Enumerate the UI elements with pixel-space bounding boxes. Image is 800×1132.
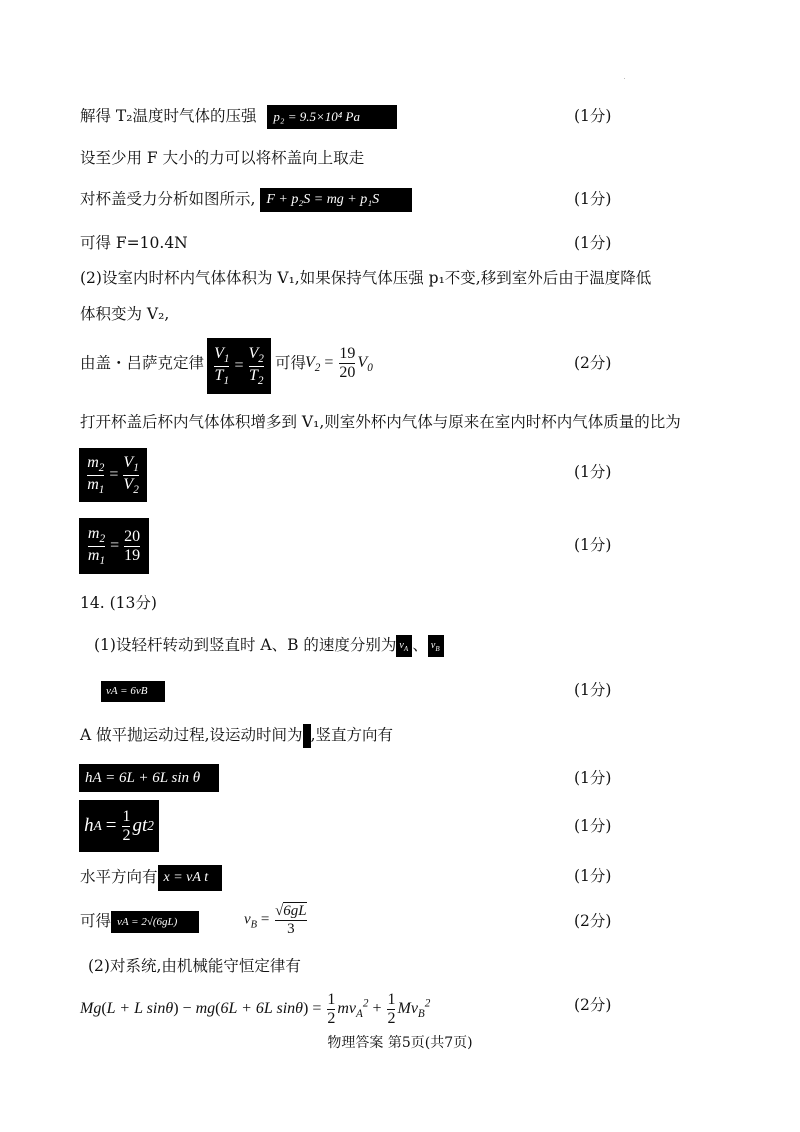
line-projectile-intro	[80, 724, 393, 748]
line-velocity-result	[80, 910, 199, 933]
equation-mass-ratio-value: $\frac{m_2}{m_1}$ = $\frac{20}{19}$	[79, 518, 149, 574]
equation-vA-value: vA = 2√(6gL)	[111, 911, 199, 933]
line-force-setup: 设至少用 F 大小的力可以将杯盖向上取走	[80, 149, 365, 167]
equation-v2: $V_2$ = $\frac{19}{20}$ $V_0$	[305, 345, 373, 381]
score: (1分)	[574, 769, 612, 787]
score: (1分)	[574, 681, 612, 699]
equation-hA: hA = 6L + 6L sin θ	[79, 764, 219, 792]
equation-force-balance: F + p₂S = mg + p₁S	[260, 188, 412, 212]
line-mass-ratio-intro: 打开杯盖后杯内气体体积增多到 V₁,则室外杯内气体与原来在室内时杯内气体质量的比为	[80, 413, 681, 431]
text: 可得	[80, 912, 112, 930]
equation-vB-value: $v_B$ = $\frac{√6gL}{3}$	[244, 903, 307, 937]
text: 由盖・吕萨克定律	[80, 354, 205, 372]
text: 对杯盖受力分析如图所示,	[80, 190, 256, 208]
text: (1)设轻杆转动到竖直时 A、B 的速度分别为	[94, 636, 397, 654]
equation-hA-gt2: h A = $\frac{1}{2}$ gt 2	[79, 800, 159, 852]
equation-x: x = vA t	[158, 865, 222, 891]
score: (1分)	[574, 190, 612, 208]
page-footer: 物理答案 第5页(共7页)	[327, 1035, 473, 1051]
equation-gay-lussac: $\frac{V_1}{T_1}$ = $\frac{V_2}{T_2}$	[207, 338, 271, 394]
score: (1分)	[574, 463, 612, 481]
score: (2分)	[574, 912, 612, 930]
text: 水平方向有	[80, 868, 158, 886]
score: (1分)	[574, 536, 612, 554]
line-force-analysis	[80, 188, 412, 212]
text-result: 可得	[275, 354, 307, 372]
equation-vA-6vB: vA = 6vB	[101, 681, 165, 702]
line-force-value: 可得 F=10.4N	[80, 234, 188, 252]
text: 解得 T₂温度时气体的压强	[80, 107, 257, 125]
score: (1分)	[574, 107, 612, 125]
score: (1分)	[574, 234, 612, 252]
line-gay-lussac	[80, 352, 204, 374]
symbol-vB: $v_B$	[428, 635, 444, 657]
symbol-vA: $v_A$	[396, 635, 412, 657]
score: (1分)	[574, 817, 612, 835]
line-velocities-intro	[94, 634, 444, 657]
text: ,竖直方向有	[310, 726, 393, 744]
score: (2分)	[574, 354, 612, 372]
scan-speck	[624, 78, 625, 79]
text: A 做平抛运动过程,设运动时间为	[80, 726, 303, 744]
line-part2-intro: (2)设室内时杯内气体体积为 V₁,如果保持气体压强 p₁不变,移到室外后由于温度降低	[80, 269, 652, 287]
line-energy-conservation-intro: (2)对系统,由机械能守恒定律有	[88, 957, 301, 975]
equation-p2: p₂ = 9.5×10⁴ Pa	[267, 105, 397, 129]
line-pressure-result	[80, 105, 397, 129]
line-horizontal	[80, 865, 222, 891]
separator: 、	[412, 636, 428, 654]
line-volume-change: 体积变为 V₂,	[80, 305, 170, 323]
equation-energy-conservation: Mg(L + L sinθ) − mg(6L + 6L sinθ) = $\frac{1}{2}$ $mv_A^2$ + $\frac{1}{2}$ $Mv_B^2$	[80, 991, 431, 1027]
score: (2分)	[574, 996, 612, 1014]
equation-mass-ratio: $\frac{m_2}{m_1}$ = $\frac{V_1}{V_2}$	[79, 448, 147, 502]
question-14-heading: 14. (13分)	[80, 594, 157, 612]
score: (1分)	[574, 867, 612, 885]
symbol-t	[303, 724, 311, 748]
